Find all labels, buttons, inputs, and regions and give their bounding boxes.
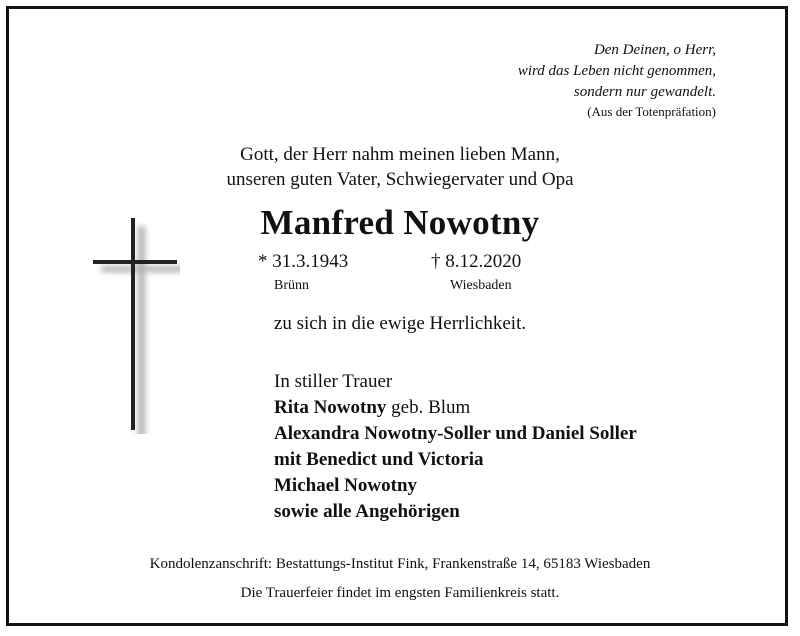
mourner-row [274, 473, 637, 499]
death-place: Wiesbaden [450, 278, 512, 293]
intro-text [0, 142, 800, 192]
deceased-name: Manfred Nowotny [260, 203, 540, 242]
condolence-address: Kondolenzanschrift: Bestattungs-Institut Fink, Frankenstraße 14, 65183 Wiesbaden [149, 556, 651, 572]
mourners-list [274, 369, 637, 525]
birth-date: * 31.3.1943 [258, 251, 349, 272]
mourner-name: Alexandra Nowotny-Soller und Daniel Soller [274, 423, 637, 444]
mourner-name: Michael Nowotny [274, 475, 418, 496]
motto-source: (Aus der Totenpräfation) [587, 104, 716, 119]
mourners-heading: In stiller Trauer [274, 371, 393, 392]
mourner-row [274, 447, 637, 473]
motto-quote [518, 40, 716, 121]
birth-place: Brünn [274, 278, 309, 293]
mourner-name: mit Benedict und Victoria [274, 449, 484, 470]
mourner-name: sowie alle Angehörigen [274, 501, 460, 522]
outro-text: zu sich in die ewige Herrlichkeit. [273, 313, 527, 334]
mourner-row [274, 421, 637, 447]
motto-line-3: sondern nur gewandelt. [573, 84, 716, 100]
mourner-row [274, 499, 637, 525]
motto-line-2: wird das Leben nicht genommen, [517, 63, 716, 79]
mourner-row [274, 395, 637, 421]
intro-line-1: Gott, der Herr nahm meinen lieben Mann, [240, 144, 560, 165]
death-date: † 8.12.2020 [431, 251, 522, 272]
mourner-name: Rita Nowotny [274, 397, 387, 418]
mourner-maiden-name: geb. Blum [386, 397, 471, 418]
intro-line-2: unseren guten Vater, Schwiegervater und Opa [226, 169, 574, 190]
motto-line-1: Den Deinen, o Herr, [593, 42, 716, 58]
ceremony-note: Die Trauerfeier findet im engsten Familienkreis statt. [240, 585, 560, 601]
